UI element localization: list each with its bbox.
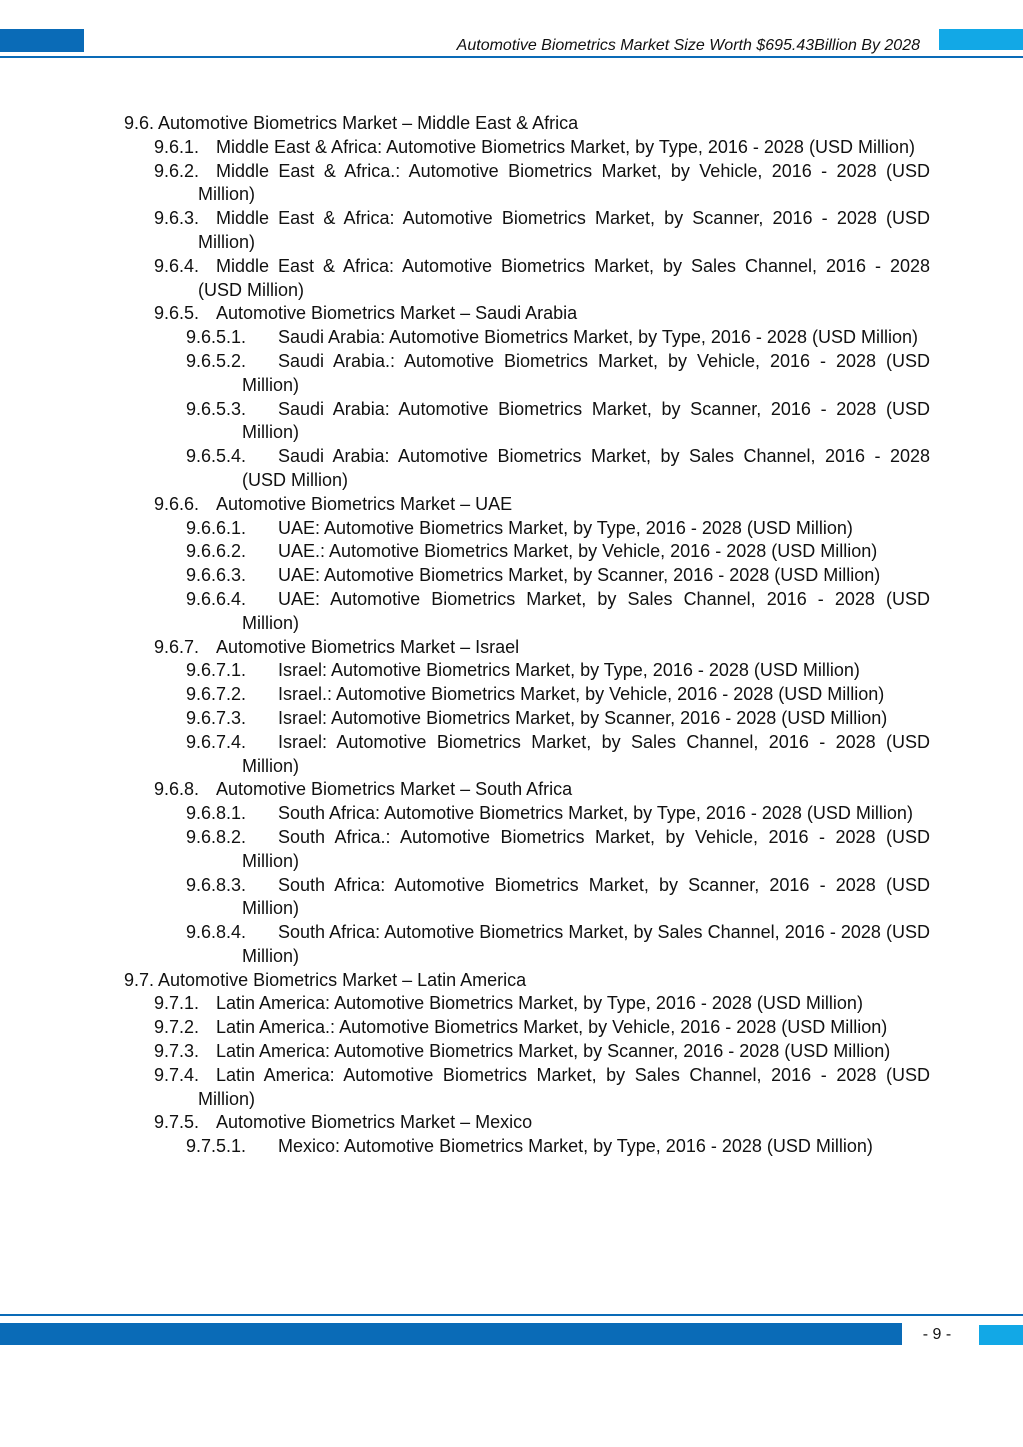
toc-entry-text: Saudi Arabia: Automotive Biometrics Market, by Scanner, 2016 - 2028 (USD Million) [242,398,930,443]
toc-entry[interactable] [154,1040,930,1064]
toc-entry-number: 9.7.3. [154,1041,200,1062]
toc-entry-text: UAE: Automotive Biometrics Market, by Sales Channel, 2016 - 2028 (USD Million) [242,588,930,633]
toc-entry[interactable] [154,636,930,660]
toc-entry[interactable] [154,493,930,517]
toc-entry-text: Middle East & Africa.: Automotive Biometrics Market, by Vehicle, 2016 - 2028 (USD Million) [198,160,930,205]
toc-entry[interactable] [186,517,930,541]
page-number: - 9 - [922,1326,952,1343]
toc-entry[interactable] [186,731,930,779]
toc-entry-text: Automotive Biometrics Market – South Africa [216,779,573,800]
toc-entry-number: 9.6.5.4. [186,446,247,467]
footer-rule [0,1314,1023,1316]
toc-entry-number: 9.6.7.4. [186,731,247,752]
toc-entry[interactable] [124,112,930,136]
toc-entry[interactable] [154,992,930,1016]
toc-entry-number: 9.6.4. [154,255,200,276]
toc-entry-number: 9.6.5. [154,303,200,324]
toc-entry-text: South Africa: Automotive Biometrics Market, by Type, 2016 - 2028 (USD Million) [278,803,913,824]
toc-entry-text: South Africa: Automotive Biometrics Market, by Scanner, 2016 - 2028 (USD Million) [242,874,930,919]
toc-entry[interactable] [154,207,930,255]
toc-entry-text: Latin America: Automotive Biometrics Market, by Sales Channel, 2016 - 2028 (USD Million) [198,1064,930,1109]
toc-entry-number: 9.6. [124,113,155,133]
toc-entry-number: 9.6.2. [154,160,200,181]
toc-entry-number: 9.6.7.3. [186,707,247,728]
toc-entry[interactable] [154,1064,930,1112]
toc-entry[interactable] [154,255,930,303]
toc-entry-number: 9.6.8.1. [186,803,247,824]
toc-entry-number: 9.6.5.3. [186,398,247,419]
toc-entry-number: 9.6.6. [154,493,200,514]
toc-entry[interactable] [186,1135,930,1159]
toc-entry-number: 9.6.5.1. [186,327,247,348]
toc-entry-text: Latin America: Automotive Biometrics Market, by Scanner, 2016 - 2028 (USD Million) [216,1041,891,1062]
toc-entry-number: 9.6.6.1. [186,517,247,538]
toc-entry[interactable] [186,659,930,683]
toc-entry-number: 9.6.8. [154,779,200,800]
toc-entry-text: UAE: Automotive Biometrics Market, by Type, 2016 - 2028 (USD Million) [278,517,853,538]
toc-entry[interactable] [186,350,930,398]
footer-accent-right [979,1325,1023,1345]
toc-entry[interactable] [186,588,930,636]
toc-entry-number: 9.6.6.3. [186,565,247,586]
toc-entry[interactable] [154,160,930,208]
toc-entry[interactable] [186,683,930,707]
toc-entry-number: 9.6.8.3. [186,874,247,895]
toc-entry-number: 9.7.4. [154,1064,200,1085]
toc-entry[interactable] [186,445,930,493]
toc-entry-text: Middle East & Africa: Automotive Biometrics Market, by Type, 2016 - 2028 (USD Million) [216,136,915,157]
header-title: Automotive Biometrics Market Size Worth $695.43Billion By 2028 [456,37,920,54]
toc-entry-number: 9.6.7.1. [186,660,247,681]
header-accent-right [939,29,1023,50]
toc-entry[interactable] [154,1111,930,1135]
toc-entry[interactable] [186,564,930,588]
toc-entry-text: Middle East & Africa: Automotive Biometrics Market, by Scanner, 2016 - 2028 (USD Million) [198,208,930,252]
toc-entry-text: Automotive Biometrics Market – Mexico [216,1112,533,1133]
toc-entry-text: Automotive Biometrics Market – Latin America [158,969,527,990]
header-rule [0,56,1023,58]
toc-entry-number: 9.6.6.2. [186,541,247,562]
toc-entry[interactable] [154,778,930,802]
toc-entry-text: Automotive Biometrics Market – Middle East & Africa [158,113,579,133]
table-of-contents [0,112,1023,1159]
toc-entry-text: UAE: Automotive Biometrics Market, by Scanner, 2016 - 2028 (USD Million) [278,565,881,586]
toc-entry-number: 9.6.8.4. [186,922,247,943]
toc-entry[interactable] [154,136,930,160]
toc-entry-text: Automotive Biometrics Market – Israel [216,636,520,657]
toc-entry-number: 9.6.3. [154,208,200,229]
toc-entry-text: Saudi Arabia: Automotive Biometrics Market, by Sales Channel, 2016 - 2028 (USD Million) [242,446,930,490]
toc-entry-text: Latin America.: Automotive Biometrics Market, by Vehicle, 2016 - 2028 (USD Million) [216,1017,888,1038]
header-accent-left [0,29,84,52]
toc-entry-number: 9.6.7. [154,636,200,657]
toc-entry-number: 9.6.1. [154,136,200,157]
toc-entry-text: UAE.: Automotive Biometrics Market, by Vehicle, 2016 - 2028 (USD Million) [278,541,878,562]
toc-entry-text: Saudi Arabia.: Automotive Biometrics Market, by Vehicle, 2016 - 2028 (USD Million) [242,350,930,395]
toc-entry-text: Saudi Arabia: Automotive Biometrics Market, by Type, 2016 - 2028 (USD Million) [278,327,918,348]
toc-entry[interactable] [186,802,930,826]
toc-entry[interactable] [186,874,930,922]
footer-accent-bar [0,1323,902,1345]
toc-entry-text: Mexico: Automotive Biometrics Market, by Type, 2016 - 2028 (USD Million) [278,1136,873,1157]
toc-entry-text: Latin America: Automotive Biometrics Market, by Type, 2016 - 2028 (USD Million) [216,993,863,1014]
toc-entry-number: 9.6.8.2. [186,826,247,847]
toc-entry-number: 9.7.5.1. [186,1136,247,1157]
toc-entry[interactable] [186,826,930,874]
toc-entry-text: Israel: Automotive Biometrics Market, by Type, 2016 - 2028 (USD Million) [278,660,860,681]
toc-entry-number: 9.7.2. [154,1017,200,1038]
toc-entry-number: 9.6.6.4. [186,588,247,609]
toc-entry-number: 9.7.1. [154,993,200,1014]
toc-entry[interactable] [124,969,930,993]
toc-entry-text: Middle East & Africa: Automotive Biometrics Market, by Sales Channel, 2016 - 2028 (USD Million) [198,255,930,300]
toc-entry-number: 9.7. [124,969,155,990]
toc-entry-text: Automotive Biometrics Market – UAE [216,493,513,514]
toc-entry[interactable] [186,707,930,731]
toc-entry[interactable] [186,398,930,446]
toc-entry[interactable] [186,921,930,969]
toc-entry-text: Automotive Biometrics Market – Saudi Arabia [216,303,578,324]
toc-entry-number: 9.7.5. [154,1112,200,1133]
toc-entry-text: Israel: Automotive Biometrics Market, by Scanner, 2016 - 2028 (USD Million) [278,707,888,728]
toc-entry-number: 9.6.5.2. [186,350,247,371]
toc-entry-text: Israel.: Automotive Biometrics Market, by Vehicle, 2016 - 2028 (USD Million) [278,684,885,705]
toc-entry-number: 9.6.7.2. [186,684,247,705]
toc-entry-text: South Africa: Automotive Biometrics Market, by Sales Channel, 2016 - 2028 (USD Million) [242,922,930,966]
toc-entry[interactable] [154,302,930,326]
toc-entry-text: Israel: Automotive Biometrics Market, by Sales Channel, 2016 - 2028 (USD Million) [242,731,930,776]
toc-entry[interactable] [186,540,930,564]
toc-entry[interactable] [154,1016,930,1040]
toc-entry[interactable] [186,326,930,350]
toc-entry-text: South Africa.: Automotive Biometrics Market, by Vehicle, 2016 - 2028 (USD Million) [242,826,930,871]
